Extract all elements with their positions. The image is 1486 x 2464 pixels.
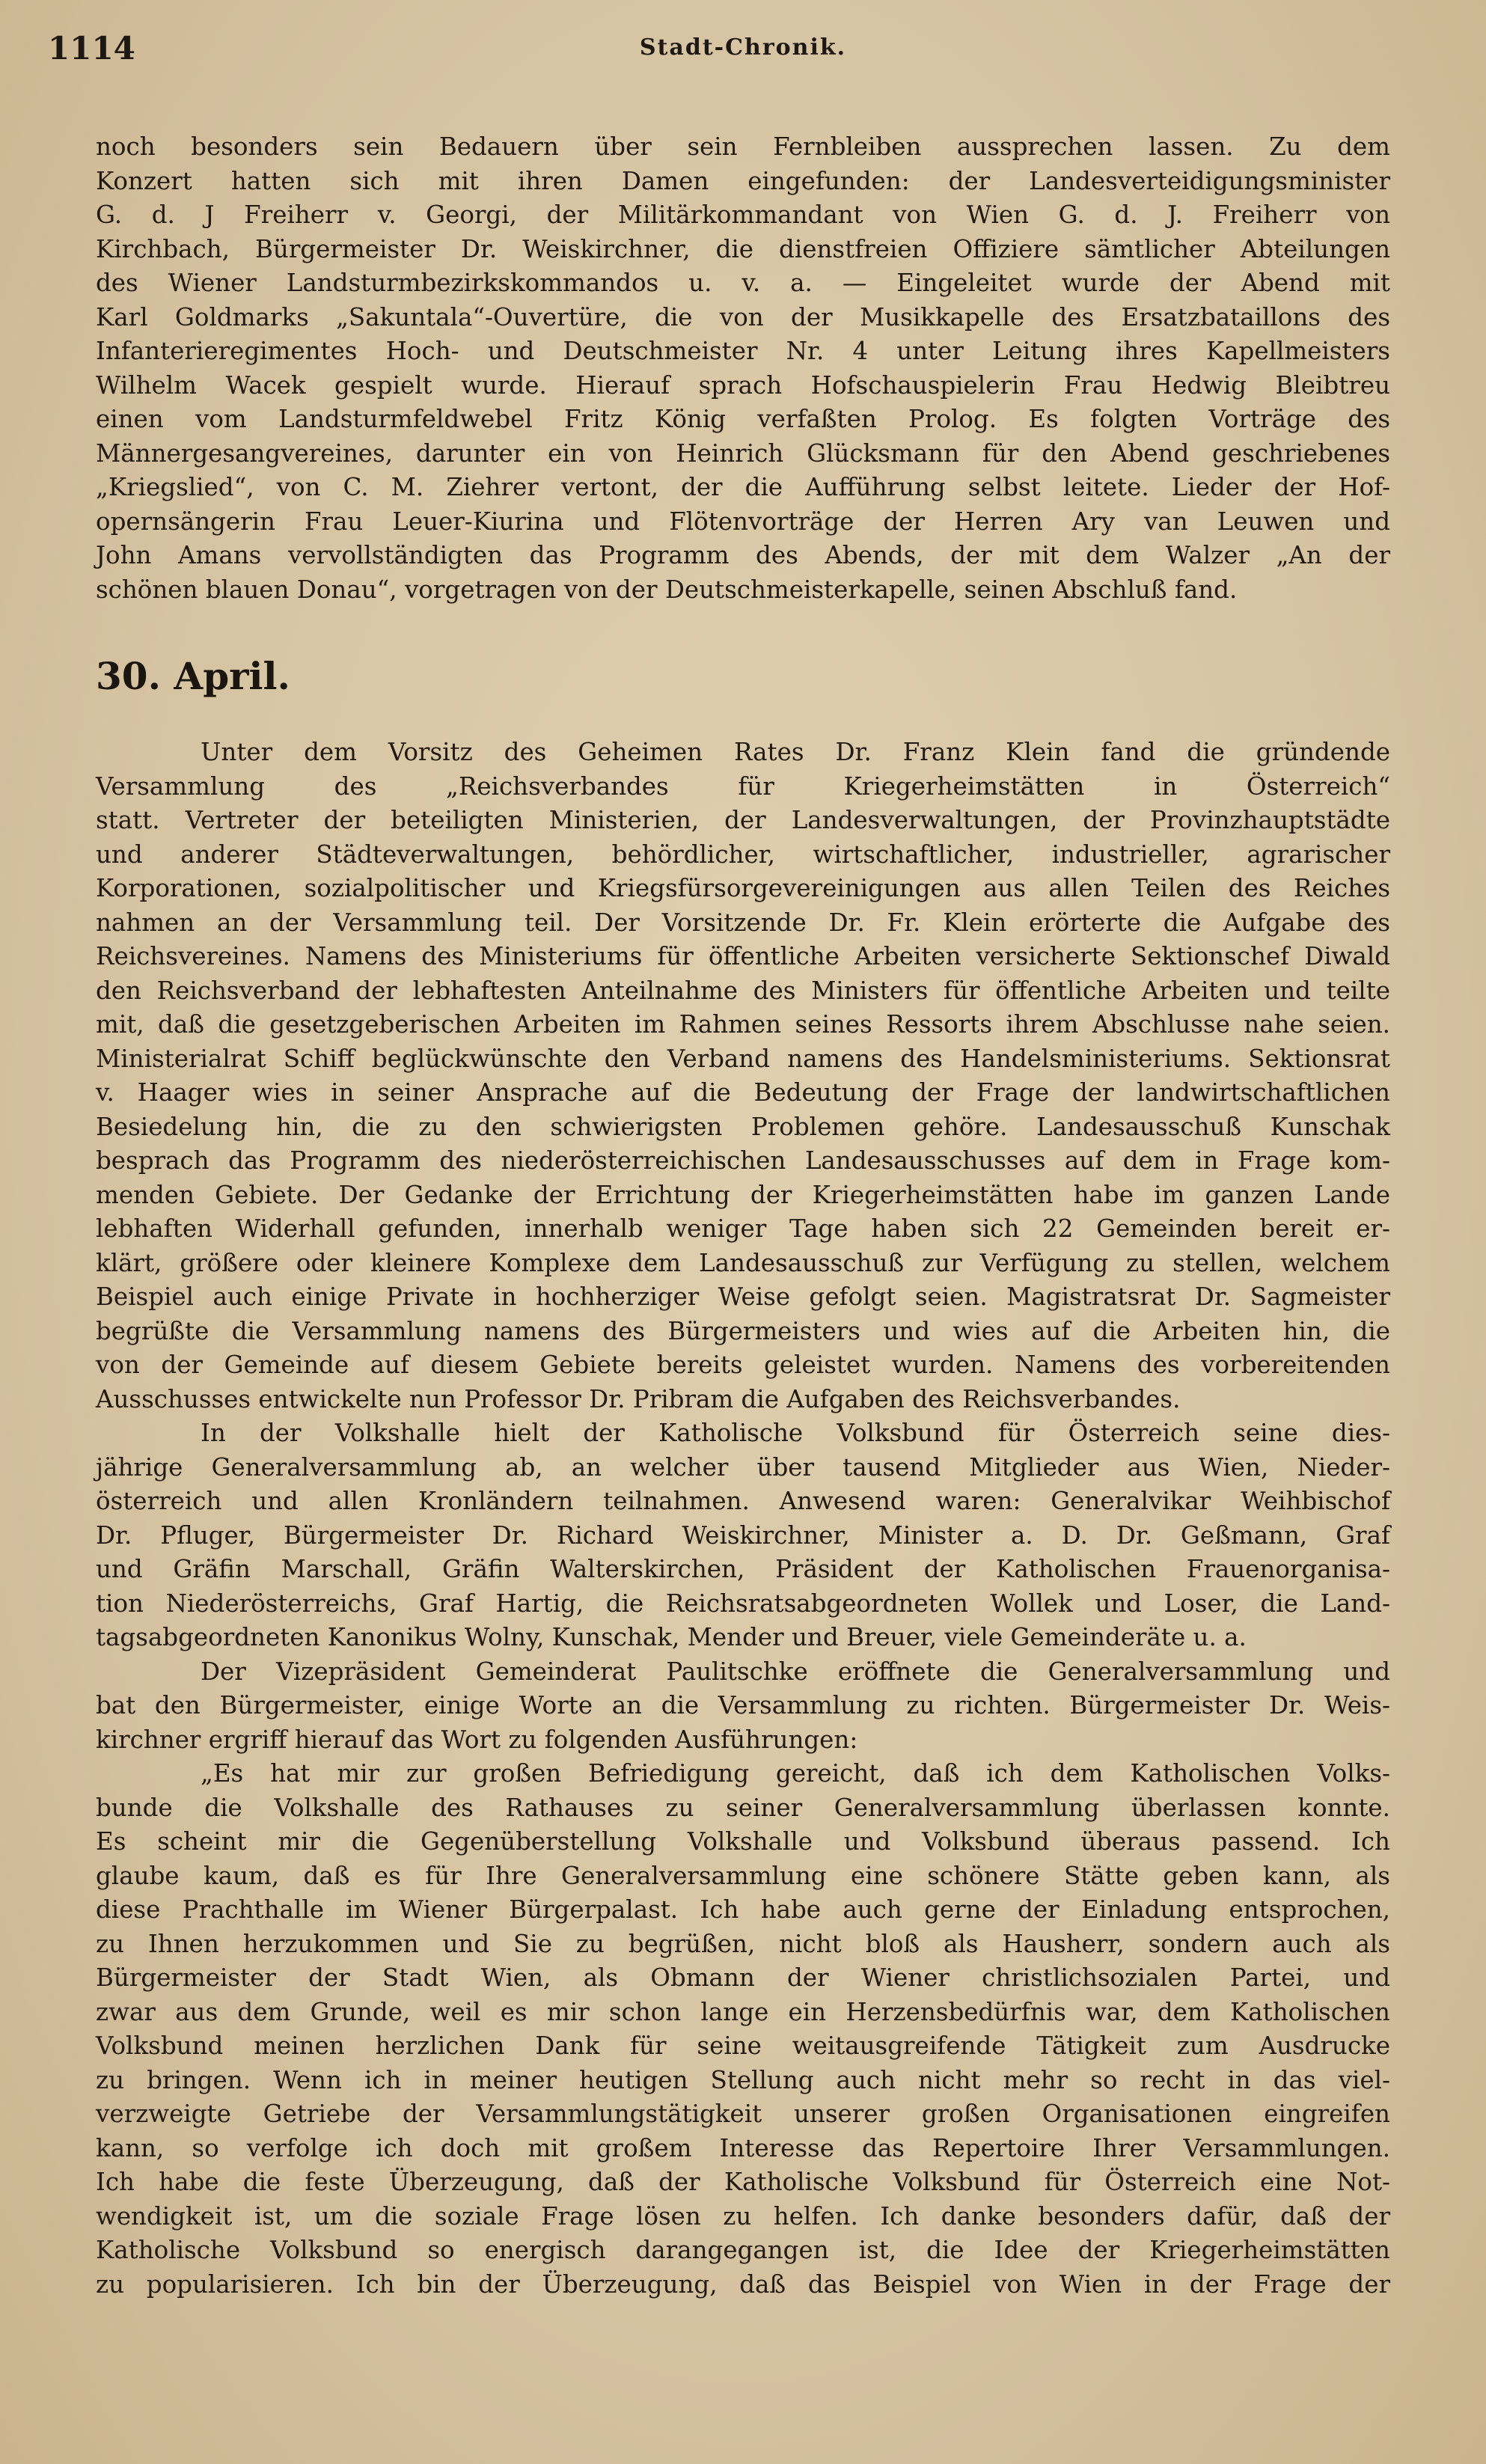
text-line: menden Gebiete. Der Gedanke der Errichtung der Kriegerheimstätten habe im ganzen Lande	[96, 1180, 1390, 1209]
text-line: zwar aus dem Grunde, weil es mir schon lange ein Herzensbedürfnis war, dem Katholischen	[96, 1997, 1390, 2026]
text-line: Ausschusses entwickelte nun Professor Dr. Pribram die Aufgaben des Reichsverbandes.	[96, 1384, 1181, 1413]
text-line: Ich habe die feste Überzeugung, daß der Katholische Volksbund für Österreich eine Not-	[96, 2168, 1390, 2196]
text-line: kann, so verfolge ich doch mit großem Interesse das Repertoire Ihrer Versammlungen.	[96, 2133, 1390, 2162]
text-line: Männergesangvereines, darunter ein von Heinrich Glücksmann für den Abend geschriebenes	[96, 438, 1390, 468]
text-line: mit, daß die gesetzgeberischen Arbeiten im Rahmen seines Ressorts ihrem Abschlusse nahe seien.	[96, 1010, 1390, 1039]
text-line: diese Prachthalle im Wiener Bürgerpalast. Ich habe auch gerne der Einladung entsprochen,	[96, 1895, 1390, 1924]
text-line: schönen blauen Donau“, vorgetragen von der Deutschmeisterkapelle, seinen Abschluß fand.	[96, 575, 1238, 604]
text-line: noch besonders sein Bedauern über sein Fernbleiben aussprechen lassen. Zu dem	[96, 132, 1390, 161]
text-line: besprach das Programm des niederösterreichischen Landesausschusses auf dem in Frage kom-	[96, 1146, 1390, 1175]
text-line: des Wiener Landsturmbezirkskommandos u. v. a. — Eingeleitet wurde der Abend mit	[96, 269, 1390, 297]
text-line: zu Ihnen herzukommen und Sie zu begrüßen, nicht bloß als Hausherr, sondern auch als	[96, 1929, 1390, 1958]
text-line: Katholische Volksbund so energisch darangegangen ist, die Idee der Kriegerheimstätten	[96, 2236, 1390, 2264]
text-line: von der Gemeinde auf diesem Gebiete bereits geleistet wurden. Namens des vorbereitenden	[96, 1351, 1390, 1379]
text-line: Beispiel auch einige Private in hochherziger Weise gefolgt seien. Magistratsrat Dr. Sagmeister	[96, 1283, 1390, 1311]
text-line: bunde die Volkshalle des Rathauses zu seiner Generalversammlung überlassen konnte.	[96, 1793, 1390, 1822]
text-line: opernsängerin Frau Leuer-Kiurina und Flötenvorträge der Herren Ary van Leuwen und	[96, 507, 1390, 536]
text-line: Unter dem Vorsitz des Geheimen Rates Dr. Franz Klein fand die gründende	[201, 738, 1390, 766]
text-line: und Gräfin Marschall, Gräfin Walterskirchen, Präsident der Katholischen Frauenorganisa-	[96, 1555, 1390, 1583]
text-line: „Es hat mir zur großen Befriedigung gereicht, daß ich dem Katholischen Volks-	[201, 1759, 1390, 1788]
text-line: den Reichsverband der lebhaftesten Anteilnahme des Ministers für öffentliche Arbeiten und teilte	[96, 976, 1390, 1005]
text-line: kirchner ergriff hierauf das Wort zu folgenden Ausführungen:	[96, 1725, 858, 1754]
text-line: lebhaften Widerhall gefunden, innerhalb weniger Tage haben sich 22 Gemeinden bereit er-	[96, 1214, 1390, 1243]
text-line: Besiedelung hin, die zu den schwierigsten Problemen gehöre. Landesausschuß Kunschak	[96, 1112, 1390, 1141]
text-line: In der Volkshalle hielt der Katholische Volksbund für Österreich seine dies-	[201, 1419, 1390, 1447]
text-line: „Kriegslied“, von C. M. Ziehrer vertont, der die Aufführung selbst leitete. Lieder der Hof-	[96, 473, 1390, 501]
text-line: nahmen an der Versammlung teil. Der Vorsitzende Dr. Fr. Klein erörterte die Aufgabe des	[96, 908, 1390, 937]
text-line: Konzert hatten sich mit ihren Damen eingefunden: der Landesverteidigungsminister	[96, 166, 1390, 195]
page-header	[48, 30, 1438, 67]
text-line: Volksbund meinen herzlichen Dank für seine weitausgreifende Tätigkeit zum Ausdrucke	[96, 2032, 1390, 2060]
text-line: zu bringen. Wenn ich in meiner heutigen Stellung auch nicht mehr so recht in das viel-	[96, 2065, 1390, 2094]
text-line: statt. Vertreter der beteiligten Ministerien, der Landesverwaltungen, der Provinzhauptstädte	[96, 806, 1390, 834]
running-head: Stadt-Chronik.	[639, 34, 847, 61]
text-line: begrüßte die Versammlung namens des Bürgermeisters und wies auf die Arbeiten hin, die	[96, 1316, 1390, 1345]
text-line: wendigkeit ist, um die soziale Frage lösen zu helfen. Ich danke besonders dafür, daß der	[96, 2201, 1390, 2231]
text-line: einen vom Landsturmfeldwebel Fritz König verfaßten Prolog. Es folgten Vorträge des	[96, 405, 1390, 433]
text-line: Infanterieregimentes Hoch- und Deutschmeister Nr. 4 unter Leitung ihres Kapellmeisters	[96, 337, 1390, 365]
text-line: Korporationen, sozialpolitischer und Kriegsfürsorgevereinigungen aus allen Teilen des Reiches	[96, 874, 1390, 902]
text-line: Wilhelm Wacek gespielt wurde. Hierauf sprach Hofschauspielerin Frau Hedwig Bleibtreu	[96, 370, 1390, 400]
text-line: John Amans vervollständigten das Programm des Abends, der mit dem Walzer „An der	[96, 541, 1390, 569]
text-line: jährige Generalversammlung ab, an welcher über tausend Mitglieder aus Wien, Nieder-	[96, 1452, 1390, 1482]
text-block-2	[96, 736, 1390, 2302]
page-number: 1114	[48, 30, 135, 67]
text-line: klärt, größere oder kleinere Komplexe dem Landesausschuß zur Verfügung zu stellen, welchem	[96, 1248, 1390, 1277]
section-heading: 30. April.	[96, 654, 290, 698]
text-line: österreich und allen Kronländern teilnahmen. Anwesend waren: Generalvikar Weihbischof	[96, 1487, 1390, 1515]
text-line: und anderer Städteverwaltungen, behördlicher, wirtschaftlicher, industrieller, agrarischer	[96, 840, 1390, 869]
text-block-1	[96, 130, 1390, 607]
text-line: v. Haager wies in seiner Ansprache auf die Bedeutung der Frage der landwirtschaftlichen	[96, 1078, 1390, 1107]
text-line: tagsabgeordneten Kanonikus Wolny, Kunschak, Mender und Breuer, viele Gemeinderäte u. a.	[96, 1623, 1247, 1651]
text-line: glaube kaum, daß es für Ihre Generalversammlung eine schönere Stätte geben kann, als	[96, 1861, 1390, 1890]
text-line: Der Vizepräsident Gemeinderat Paulitschke eröffnete die Generalversammlung und	[201, 1657, 1390, 1686]
text-line: Kirchbach, Bürgermeister Dr. Weiskirchner, die dienstfreien Offiziere sämtlicher Abteilungen	[96, 234, 1390, 263]
text-line: Bürgermeister der Stadt Wien, als Obmann der Wiener christlichsozialen Partei, und	[96, 1963, 1390, 1992]
text-line: tion Niederösterreichs, Graf Hartig, die Reichsratsabgeordneten Wollek und Loser, die Land-	[96, 1589, 1390, 1618]
text-line: Karl Goldmarks „Sakuntala“-Ouvertüre, die von der Musikkapelle des Ersatzbataillons des	[96, 302, 1390, 331]
text-line: Dr. Pfluger, Bürgermeister Dr. Richard Weiskirchner, Minister a. D. Dr. Geßmann, Graf	[96, 1520, 1390, 1550]
text-line: Versammlung des „Reichsverbandes für Kriegerheimstätten in Österreich“	[96, 771, 1390, 801]
text-line: G. d. J Freiherr v. Georgi, der Militärkommandant von Wien G. d. J. Freiherr von	[96, 201, 1390, 229]
text-line: verzweigte Getriebe der Versammlungstätigkeit unserer großen Organisationen eingreifen	[96, 2100, 1390, 2128]
text-line: Es scheint mir die Gegenüberstellung Volkshalle und Volksbund überaus passend. Ich	[96, 1827, 1390, 1856]
text-line: Ministerialrat Schiff beglückwünschte den Verband namens des Handelsministeriums. Sektionsrat	[96, 1044, 1390, 1073]
text-line: Reichsvereines. Namens des Ministeriums für öffentliche Arbeiten versicherte Sektionschef Diwald	[96, 942, 1390, 970]
text-line: zu popularisieren. Ich bin der Überzeugung, daß das Beispiel von Wien in der Frage der	[96, 2269, 1390, 2299]
text-line: bat den Bürgermeister, einige Worte an die Versammlung zu richten. Bürgermeister Dr. Weis-	[96, 1691, 1390, 1719]
